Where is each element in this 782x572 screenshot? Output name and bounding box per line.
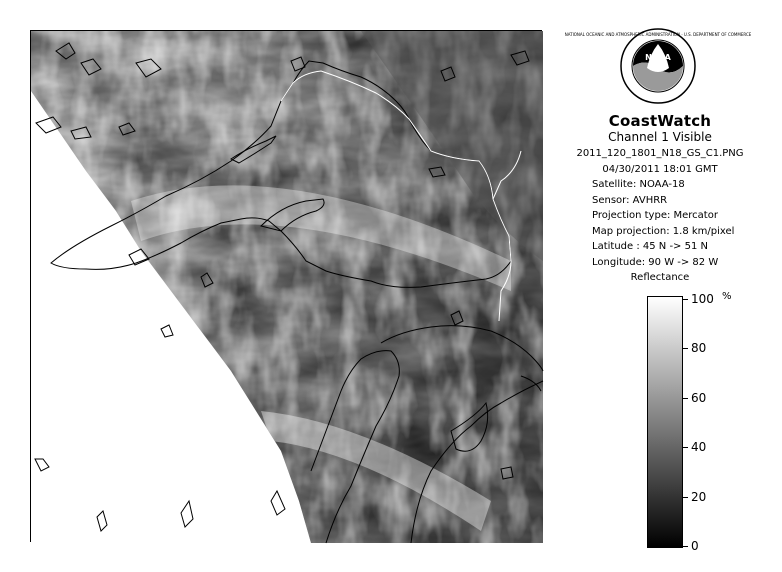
colorbar-tick-label: 0 xyxy=(691,539,699,553)
satellite: Satellite: NOAA-18 xyxy=(592,179,685,190)
colorbar-tick-label: 40 xyxy=(691,440,707,455)
svg-text:NOAA: NOAA xyxy=(645,53,671,62)
channel-subtitle: Channel 1 Visible xyxy=(608,130,712,144)
legend-unit: % xyxy=(722,291,732,302)
metadata-panel xyxy=(560,146,775,270)
projection-type: Projection type: Mercator xyxy=(592,210,718,221)
product-title: CoastWatch xyxy=(608,112,712,130)
map-projection: Map projection: 1.8 km/pixel xyxy=(592,225,735,237)
colorbar-tick xyxy=(683,497,688,498)
colorbar-tick-label: 60 xyxy=(691,390,707,405)
legend-title: Reflectance xyxy=(630,272,690,283)
sensor: Sensor: AVHRR xyxy=(592,194,668,206)
longitude-range: Longitude: 90 W -> 82 W xyxy=(592,256,719,268)
colorbar-tick xyxy=(683,398,688,399)
colorbar-tick-label: 80 xyxy=(691,341,707,356)
satellite-map xyxy=(30,30,542,542)
colorbar-tick-label: 100 xyxy=(691,292,714,306)
colorbar-tick xyxy=(683,299,688,300)
colorbar-tick-label: 20 xyxy=(691,489,707,504)
colorbar-tick xyxy=(683,348,688,349)
svg-text:NATIONAL OCEANIC AND ATMOSPHER: NATIONAL OCEANIC AND ATMOSPHERIC ADMINISTRATION · U.S. DEPARTMENT OF COMMERCE xyxy=(564,32,752,37)
noaa-logo-icon xyxy=(564,28,752,104)
latitude-range: Latitude : 45 N -> 51 N xyxy=(592,241,708,252)
colorbar-tick xyxy=(683,447,688,448)
reflectance-colorbar xyxy=(647,296,683,548)
datetime: 04/30/2011 18:01 GMT xyxy=(602,163,718,175)
filename: 2011_120_1801_N18_GS_C1.PNG xyxy=(576,148,744,159)
colorbar-tick xyxy=(683,546,688,547)
